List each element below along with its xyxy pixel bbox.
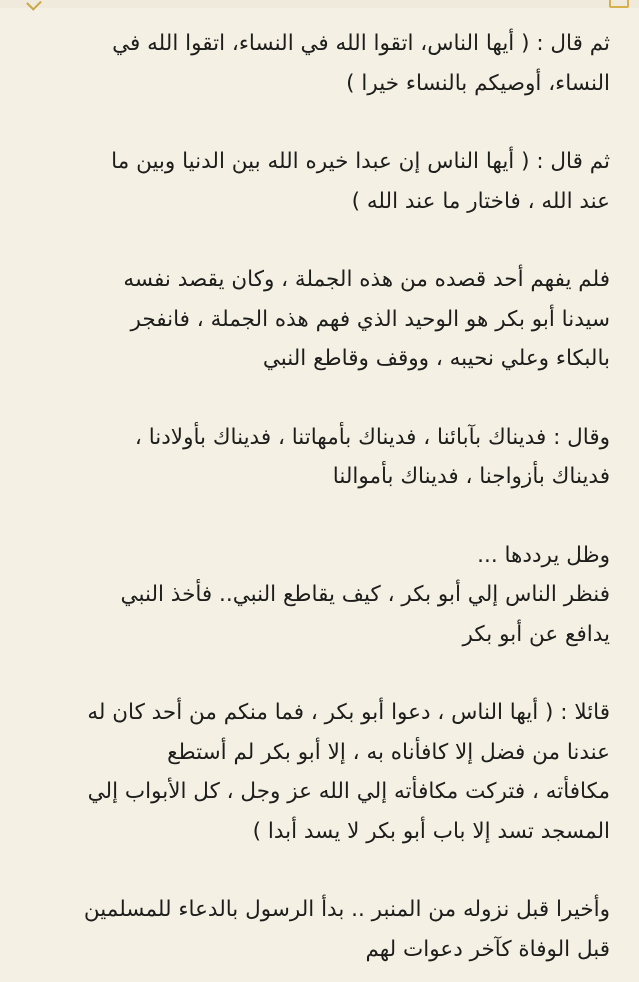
text-line: سيدنا أبو بكر هو الوحيد الذي فهم هذه الجملة ، فانفجر <box>130 306 610 332</box>
paragraph <box>28 693 610 851</box>
text-line: عندنا من فضل إلا كافأناه به ، إلا أبو بكر لم أستطع <box>167 739 610 765</box>
text-line: بالبكاء وعلي نحيبه ، ووقف وقاطع النبي <box>262 346 610 371</box>
text-line: النساء، أوصيكم بالنساء خيرا ) <box>346 70 610 96</box>
paragraph <box>28 536 610 655</box>
text-line: قائلا : ( أيها الناس ، دعوا أبو بكر ، فما منكم من أحد كان له <box>87 700 610 725</box>
text-line: عند الله ، فاختار ما عند الله ) <box>351 188 610 214</box>
text-line: وقال : فديناك بآبائنا ، فديناك بأمهاتنا ، فديناك بأولادنا ، <box>134 424 610 450</box>
paragraph <box>28 260 610 379</box>
text-line: وأخيرا قبل نزوله من المنبر .. بدأ الرسول بالدعاء للمسلمين <box>83 897 610 922</box>
text-line: يدافع عن أبو بكر <box>462 621 610 647</box>
text-line: فلم يفهم أحد قصده من هذه الجملة ، وكان يقصد نفسه <box>123 267 610 292</box>
text-line: ثم قال : ( أيها الناس، اتقوا الله في النساء، اتقوا الله في <box>112 31 610 56</box>
paragraph <box>28 24 610 103</box>
text-line: فديناك بأزواجنا ، فديناك بأموالنا <box>332 464 610 489</box>
text-line: مكافأته ، فتركت مكافأته إلي الله عز وجل ، كل الأبواب إلي <box>87 779 610 804</box>
text-line: وظل يرددها ... <box>477 542 610 568</box>
text-line: قبل الوفاة كآخر دعوات لهم <box>365 936 610 962</box>
paragraph <box>28 890 610 969</box>
paragraph <box>28 142 610 221</box>
note-body <box>28 24 610 969</box>
text-line: ثم قال : ( أيها الناس إن عبدا خيره الله بين الدنيا وبين ما <box>111 149 610 174</box>
top-edge-strip <box>0 0 639 8</box>
text-line: فنظر الناس إلي أبو بكر ، كيف يقاطع النبي.. فأخذ النبي <box>120 582 610 607</box>
text-line: المسجد تسد إلا باب أبو بكر لا يسد أبدا ) <box>252 818 610 844</box>
box-icon <box>609 0 629 8</box>
paragraph <box>28 418 610 497</box>
